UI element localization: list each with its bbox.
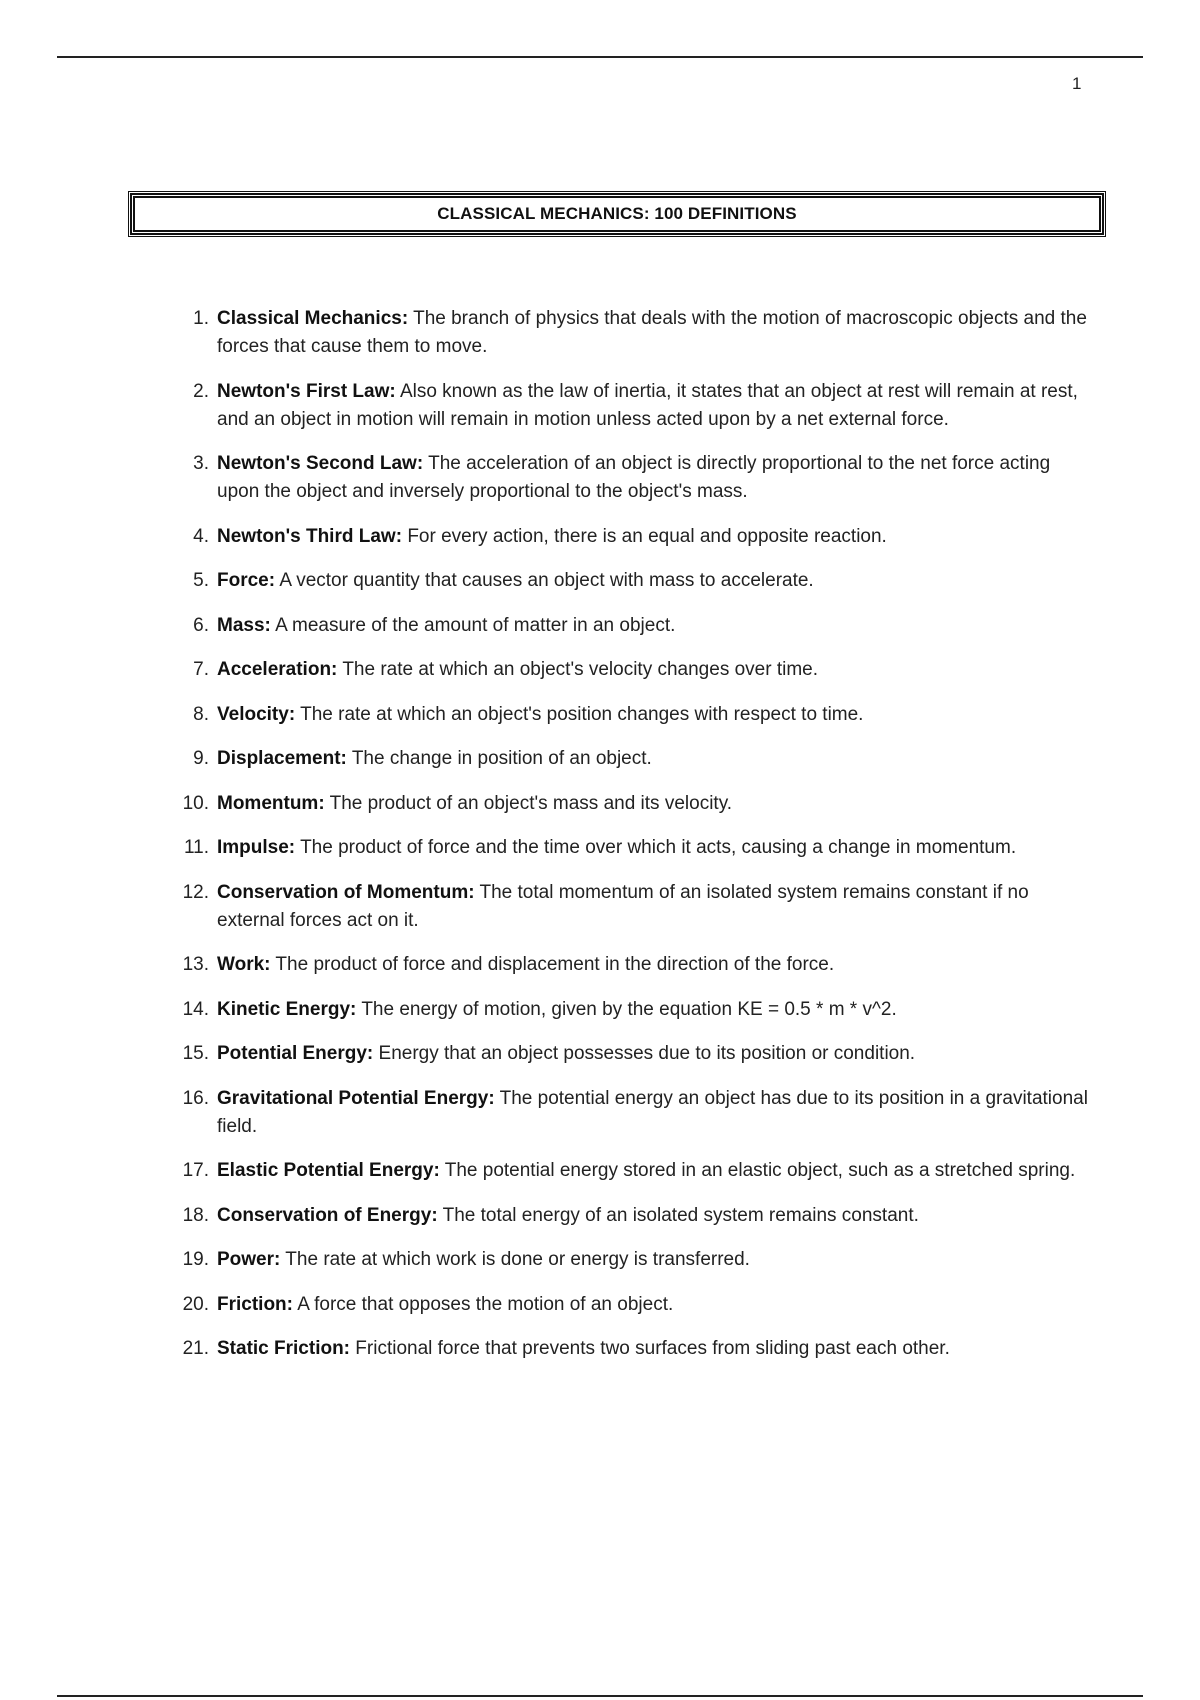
definition-term: Friction: — [217, 1293, 293, 1315]
definition-item — [177, 1335, 1097, 1363]
definition-body — [217, 305, 1097, 361]
definition-term: Gravitational Potential Energy: — [217, 1087, 495, 1109]
definition-text: The energy of motion, given by the equation KE = 0.5 * m * v^2. — [361, 998, 897, 1020]
definition-item — [177, 523, 1097, 551]
definition-term: Momentum: — [217, 792, 325, 814]
definition-number: 16. — [182, 1087, 209, 1109]
definition-item — [177, 745, 1097, 773]
definition-number: 13. — [182, 954, 209, 975]
definition-text: A vector quantity that causes an object with mass to accelerate. — [279, 570, 814, 591]
definition-number: 10. — [182, 792, 209, 814]
definition-number: 18. — [182, 1204, 209, 1226]
definition-item — [177, 567, 1097, 595]
definition-number: 12. — [182, 881, 209, 903]
definition-text: A force that opposes the motion of an object. — [297, 1293, 674, 1315]
definition-item — [177, 879, 1097, 935]
definition-text: The total energy of an isolated system remains constant. — [442, 1204, 919, 1226]
page-number: 1 — [1072, 74, 1082, 93]
definition-term: Mass: — [217, 614, 271, 636]
definition-item — [177, 612, 1097, 640]
definition-text: Also known as the law of inertia, it states that an object at rest will remain at rest, and an object in motion will remain in motion unless acted upon by a net external force. — [217, 380, 1078, 430]
definition-number: 4. — [193, 525, 209, 547]
definition-text: The total momentum of an isolated system remains constant if no external forces act on it. — [217, 881, 1029, 931]
definition-number: 7. — [193, 659, 209, 680]
definition-body — [217, 790, 1097, 818]
definition-text: The change in position of an object. — [351, 748, 652, 769]
definition-body — [217, 567, 1097, 595]
definition-item — [177, 701, 1097, 729]
definition-text: The product of force and displacement in the direction of the force. — [275, 954, 835, 975]
definition-term: Static Friction: — [217, 1338, 351, 1359]
definition-text: The rate at which work is done or energy is transferred. — [285, 1249, 750, 1270]
definition-body — [217, 1202, 1097, 1230]
definition-term: Work: — [217, 954, 271, 975]
definition-text: A measure of the amount of matter in an object. — [275, 614, 676, 636]
definition-text: Energy that an object possesses due to its position or condition. — [378, 1043, 916, 1064]
definition-item — [177, 450, 1097, 506]
definition-item — [177, 996, 1097, 1024]
definition-number: 17. — [182, 1160, 209, 1181]
definition-number: 8. — [193, 703, 209, 725]
definition-item — [177, 1246, 1097, 1274]
definition-term: Power: — [217, 1249, 281, 1270]
definition-number: 15. — [182, 1043, 209, 1064]
definition-term: Displacement: — [217, 748, 347, 769]
definition-body — [217, 656, 1097, 684]
definition-term: Acceleration: — [217, 659, 338, 680]
definition-body — [217, 612, 1097, 640]
definition-text: The rate at which an object's position changes with respect to time. — [300, 703, 864, 725]
definition-number: 14. — [182, 998, 209, 1020]
definition-text: The branch of physics that deals with the motion of macroscopic objects and the forces that cause them to move. — [217, 308, 1087, 357]
definition-term: Impulse: — [217, 837, 296, 858]
definition-body — [217, 450, 1097, 506]
definition-item — [177, 1157, 1097, 1185]
definition-term: Force: — [217, 570, 276, 591]
definition-text: The potential energy an object has due to its position in a gravitational field. — [217, 1087, 1088, 1137]
definition-term: Potential Energy: — [217, 1043, 374, 1064]
definition-body — [217, 701, 1097, 729]
definition-term: Newton's Third Law: — [217, 525, 403, 547]
definition-term: Velocity: — [217, 703, 296, 725]
definition-body — [217, 1291, 1097, 1319]
definition-text: For every action, there is an equal and opposite reaction. — [407, 525, 887, 547]
definition-term: Elastic Potential Energy: — [217, 1160, 440, 1181]
definitions-list — [177, 305, 1097, 1380]
definition-text: The product of an object's mass and its velocity. — [329, 792, 733, 814]
definition-body — [217, 378, 1097, 434]
definition-term: Kinetic Energy: — [217, 998, 357, 1020]
definition-item — [177, 656, 1097, 684]
definition-body — [217, 1157, 1097, 1185]
definition-item — [177, 1040, 1097, 1068]
definition-body — [217, 951, 1097, 979]
header-rule — [57, 56, 1143, 58]
definition-text: The rate at which an object's velocity changes over time. — [342, 659, 819, 680]
definition-number: 11. — [183, 837, 209, 858]
definition-body — [217, 879, 1097, 935]
definition-body — [217, 1040, 1097, 1068]
definition-item — [177, 305, 1097, 361]
definition-number: 3. — [193, 453, 209, 474]
definition-text: The product of force and the time over which it acts, causing a change in momentum. — [300, 837, 1017, 858]
definition-body — [217, 834, 1097, 862]
definition-term: Newton's First Law: — [217, 380, 396, 402]
definition-number: 21. — [182, 1338, 209, 1359]
definition-body — [217, 1246, 1097, 1274]
definition-text: The acceleration of an object is directly proportional to the net force acting upon the object and inversely proportional to the object's mass. — [217, 453, 1051, 502]
definition-number: 20. — [182, 1293, 209, 1315]
definition-body — [217, 523, 1097, 551]
title-box — [130, 193, 1104, 235]
definition-number: 6. — [193, 614, 209, 636]
definition-term: Conservation of Energy: — [217, 1204, 438, 1226]
definition-text: The potential energy stored in an elastic object, such as a stretched spring. — [444, 1160, 1076, 1181]
definition-item — [177, 1291, 1097, 1319]
definition-body — [217, 996, 1097, 1024]
definition-number: 5. — [193, 570, 209, 591]
definition-number: 19. — [182, 1249, 209, 1270]
definition-item — [177, 834, 1097, 862]
definition-number: 2. — [193, 380, 209, 402]
definition-text: Frictional force that prevents two surfaces from sliding past each other. — [355, 1338, 950, 1359]
definition-item — [177, 378, 1097, 434]
definition-term: Newton's Second Law: — [217, 453, 424, 474]
definition-item — [177, 1085, 1097, 1141]
definition-body — [217, 1085, 1097, 1141]
definition-item — [177, 790, 1097, 818]
document-title: CLASSICAL MECHANICS: 100 DEFINITIONS — [437, 204, 797, 223]
definition-body — [217, 1335, 1097, 1363]
definition-item — [177, 1202, 1097, 1230]
definition-term: Conservation of Momentum: — [217, 881, 475, 903]
definition-number: 9. — [193, 748, 209, 769]
definition-term: Classical Mechanics: — [217, 308, 409, 329]
footer-rule — [57, 1695, 1143, 1697]
definition-number: 1. — [193, 308, 209, 329]
definition-body — [217, 745, 1097, 773]
definition-item — [177, 951, 1097, 979]
